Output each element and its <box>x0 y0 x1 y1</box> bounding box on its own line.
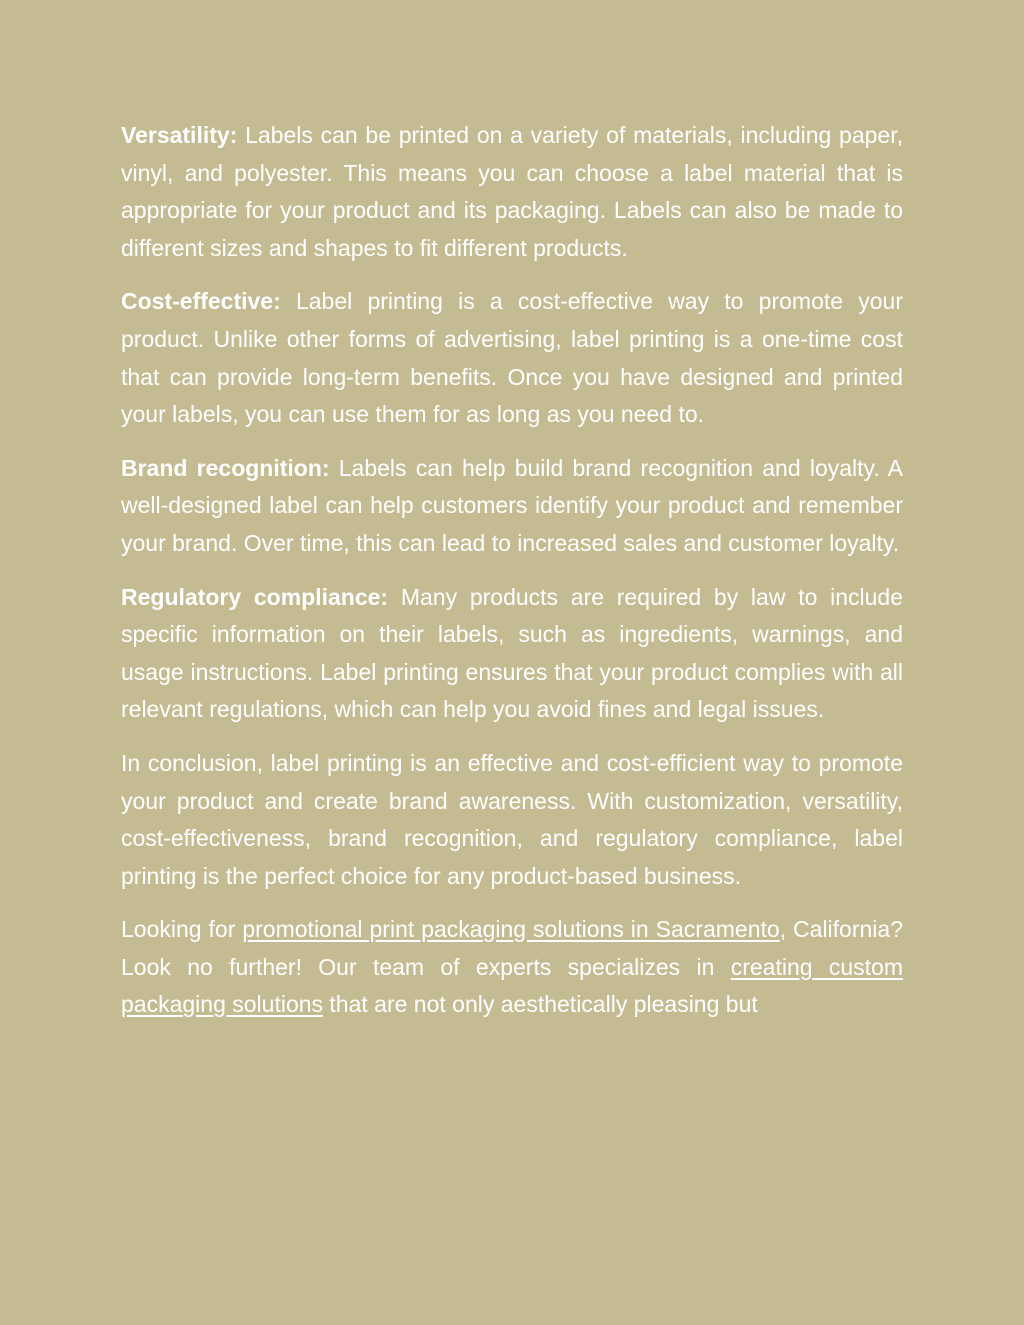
paragraph-text: Many products are required by law to include specific information on their labels, such as ingredients, warnings, and usage instructions. Label printing ensures that your product complies with all relevant regulations, which can help you avoid fines and legal issues. <box>121 583 904 723</box>
custom-packaging-link[interactable]: creating custom packaging solutions <box>121 953 903 1018</box>
paragraph-text: Labels can help build brand recognition and loyalty. A well-designed label can help customers identify your product and remember your brand. Over time, this can lead to increased sales and customer loyalty. <box>121 454 903 556</box>
cta-text: that are not only aesthetically pleasing but <box>323 991 758 1018</box>
paragraph-call-to-action <box>121 911 903 1024</box>
paragraph-heading: Regulatory compliance: <box>121 583 389 610</box>
paragraph-heading: Brand recognition: <box>121 454 330 481</box>
paragraph-cost-effective <box>121 283 903 433</box>
promotional-packaging-link[interactable]: promotional print packaging solutions in Sacramento <box>242 916 780 943</box>
cta-text: , California? Look no further! Our team of experts specializes in <box>121 916 903 980</box>
paragraph-brand-recognition <box>121 450 903 563</box>
document-body <box>121 117 903 1040</box>
paragraph-regulatory-compliance <box>121 579 903 729</box>
paragraph-versatility <box>121 117 903 267</box>
paragraph-heading: Versatility: <box>121 122 238 148</box>
paragraph-conclusion: In conclusion, label printing is an effective and cost-efficient way to promote your product and create brand awareness. With customization, versatility, cost-effectiveness, brand recognition, and regulatory compliance, label printing is the perfect choice for any product-based business. <box>121 749 903 889</box>
paragraph-text: Labels can be printed on a variety of materials, including paper, vinyl, and polyester. This means you can choose a label material that is appropriate for your product and its packaging. Labels can also be made to different sizes and shapes to fit different products. <box>121 122 903 261</box>
paragraph-text: Label printing is a cost-effective way to promote your product. Unlike other forms of advertising, label printing is a one-time cost that can provide long-term benefits. Once you have designed and printed your labels, you can use them for as long as you need to. <box>121 288 903 428</box>
paragraph-heading: Cost-effective: <box>121 288 281 315</box>
cta-text: Looking for <box>121 916 243 943</box>
